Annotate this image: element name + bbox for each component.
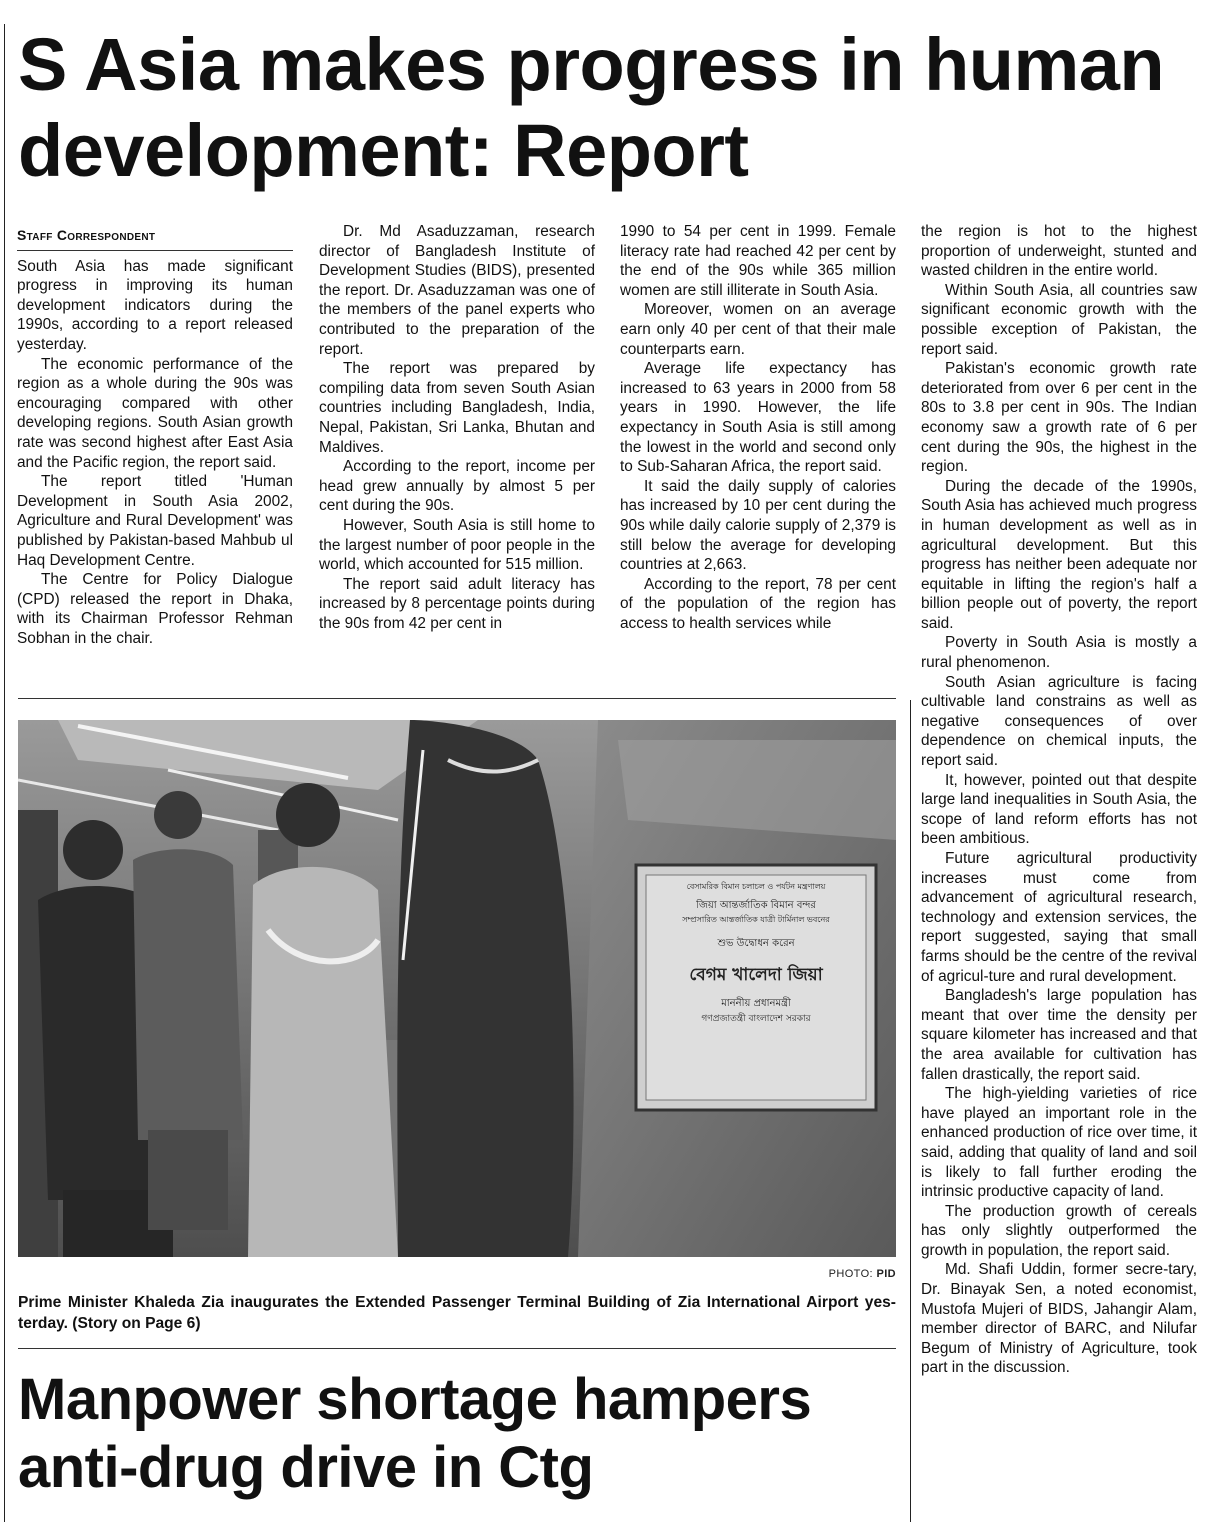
paragraph: Poverty in South Asia is mostly a rural phenomenon. bbox=[921, 634, 1197, 672]
column-rule-right bbox=[910, 700, 911, 1522]
paragraph: Future agricultural productivity increases must come from advancement of agricultural research, technology and extension services, the report suggested, saying that small farms should be the centre of the revival of agricul-ture and rural development. bbox=[921, 850, 1197, 985]
paragraph: Pakistan's economic growth rate deteriorated from over 6 per cent in the 80s to 3.8 per cent in 90s. The Indian economy saw a growth rate of 6 per cent during the 90s, the highest in the region. bbox=[921, 360, 1197, 476]
photo-credit-source: PID bbox=[876, 1268, 896, 1280]
paragraph: The economic performance of the region as a whole during the 90s was encouraging compared with other developing regions. South Asian growth rate was second highest after East Asia and the Pacific region, the report said. bbox=[17, 355, 293, 471]
news-photo bbox=[18, 720, 896, 1257]
paragraph: the region is hot to the highest proportion of underweight, stunted and wasted children in the entire world. bbox=[921, 223, 1197, 280]
paragraph: Dr. Md Asaduzzaman, research director of Bangladesh Institute of Development Studies (BIDS), presented the report. Dr. Asaduzzaman was one of the members of the panel experts who contributed to the preparation of the report. bbox=[319, 223, 595, 358]
photo-credit bbox=[700, 1268, 896, 1280]
paragraph: However, South Asia is still home to the largest number of poor people in the world, which accounted for 515 million. bbox=[319, 516, 595, 574]
plaque-line: সম্প্রসারিত আন্তর্জাতিক যাত্রী টার্মিনাল ভবনের bbox=[682, 915, 830, 924]
paragraph: During the decade of the 1990s, South Asia has achieved much progress in human development as well as in agricultural development. But this progress has neither been adequate nor equitable in lifting the region's half a billion people out of poverty, the report said. bbox=[921, 477, 1197, 632]
second-headline: Manpower shortage hampers anti-drug drive in Ctg bbox=[18, 1367, 812, 1500]
paragraph: The report titled 'Human Development in South Asia 2002, Agriculture and Rural Development' was published by Pakistan-based Mahbub ul Haq Development Centre. bbox=[17, 473, 293, 569]
plaque-line: গণপ্রজাতন্ত্রী বাংলাদেশ সরকার bbox=[701, 1014, 811, 1024]
photo-credit-label: PHOTO: bbox=[828, 1268, 873, 1280]
left-border-rule bbox=[4, 24, 5, 1522]
article-column-1 bbox=[17, 226, 293, 648]
plaque-line: বেসামরিক বিমান চলাচল ও পর্যটন মন্ত্রণালয় bbox=[686, 882, 826, 891]
paragraph: Md. Shafi Uddin, former secre-tary, Dr. Binayak Sen, a noted economist, Mustofa Mujeri of BIDS, Jahangir Alam, member director of BARC, and Nilufar Begum of Ministry of Agriculture, took part in the discussion. bbox=[921, 1261, 1197, 1377]
paragraph: The high-yielding varieties of rice have played an important role in the enhanced production of rice over time, it said, adding that quality of land and soil is likely to fall further eroding the intrinsic productive capacity of land. bbox=[921, 1085, 1197, 1201]
article-column-3 bbox=[620, 222, 896, 633]
article-column-4 bbox=[921, 222, 1197, 1378]
paragraph: Moreover, women on an average earn only 40 per cent of that their male counterparts earn. bbox=[620, 301, 896, 358]
section-divider bbox=[18, 698, 896, 699]
paragraph: It said the daily supply of calories has increased by 10 per cent during the 90s while daily calorie supply of 2,379 is still below the average for developing countries at 2,663. bbox=[620, 477, 896, 574]
paragraph: 1990 to 54 per cent in 1999. Female literacy rate had reached 42 per cent by the end of the 90s while 365 million women are still illiterate in South Asia. bbox=[620, 223, 896, 299]
plaque-line: জিয়া আন্তর্জাতিক বিমান বন্দর bbox=[696, 900, 816, 911]
section-divider bbox=[18, 1348, 896, 1349]
plaque bbox=[648, 878, 864, 1098]
paragraph: South Asia has made significant progress in improving its human development indicators during the 1990s, according to a report released yesterday. bbox=[17, 257, 293, 353]
paragraph: Average life expectancy has increased to 63 years in 2000 from 58 years in 1990. However, the life expectancy in South Asia is still among the lowest in the world and second only to Sub-Saharan Africa, the report said. bbox=[620, 360, 896, 476]
paragraph: The report said adult literacy has increased by 8 percentage points during the 90s from 42 per cent in bbox=[319, 575, 595, 632]
photo-caption: Prime Minister Khaleda Zia inaugurates the Extended Passenger Terminal Building of Zia International Airport yes-terday. (Story on Page 6) bbox=[18, 1294, 896, 1332]
byline: Staff Correspondent bbox=[17, 226, 293, 251]
article-column-2 bbox=[319, 222, 595, 633]
plaque-line: বেগম খালেদা জিয়া bbox=[689, 965, 823, 985]
plaque-line: মাননীয় প্রধানমন্ত্রী bbox=[721, 998, 791, 1009]
plaque-line: শুভ উদ্বোধন করেন bbox=[717, 938, 795, 949]
paragraph: According to the report, 78 per cent of the population of the region has access to health services while bbox=[620, 575, 896, 632]
paragraph: Bangladesh's large population has meant that over time the density per square kilometer has increased and that the area available for cultivation has fallen drastically, the report said. bbox=[921, 987, 1197, 1083]
main-headline: S Asia makes progress in human development: Report bbox=[18, 23, 1165, 192]
paragraph: According to the report, income per head grew annually by almost 5 per cent during the 90s. bbox=[319, 458, 595, 515]
paragraph: It, however, pointed out that despite large land inequalities in South Asia, the scope of land reform efforts has not been ambitious. bbox=[921, 771, 1197, 848]
paragraph: The report was prepared by compiling data from seven South Asian countries including Bangladesh, India, Nepal, Pakistan, Sri Lanka, Bhutan and Maldives. bbox=[319, 360, 595, 456]
paragraph: The Centre for Policy Dialogue (CPD) released the report in Dhaka, with its Chairman Professor Rehman Sobhan in the chair. bbox=[17, 571, 293, 647]
paragraph: The production growth of cereals has only slightly outperformed the growth in population, the report said. bbox=[921, 1202, 1197, 1259]
paragraph: South Asian agriculture is facing cultivable land constrains as well as negative consequences of over dependence on chemical inputs, the report said. bbox=[921, 673, 1197, 770]
paragraph: Within South Asia, all countries saw significant economic growth with the possible exception of Pakistan, the report said. bbox=[921, 281, 1197, 358]
